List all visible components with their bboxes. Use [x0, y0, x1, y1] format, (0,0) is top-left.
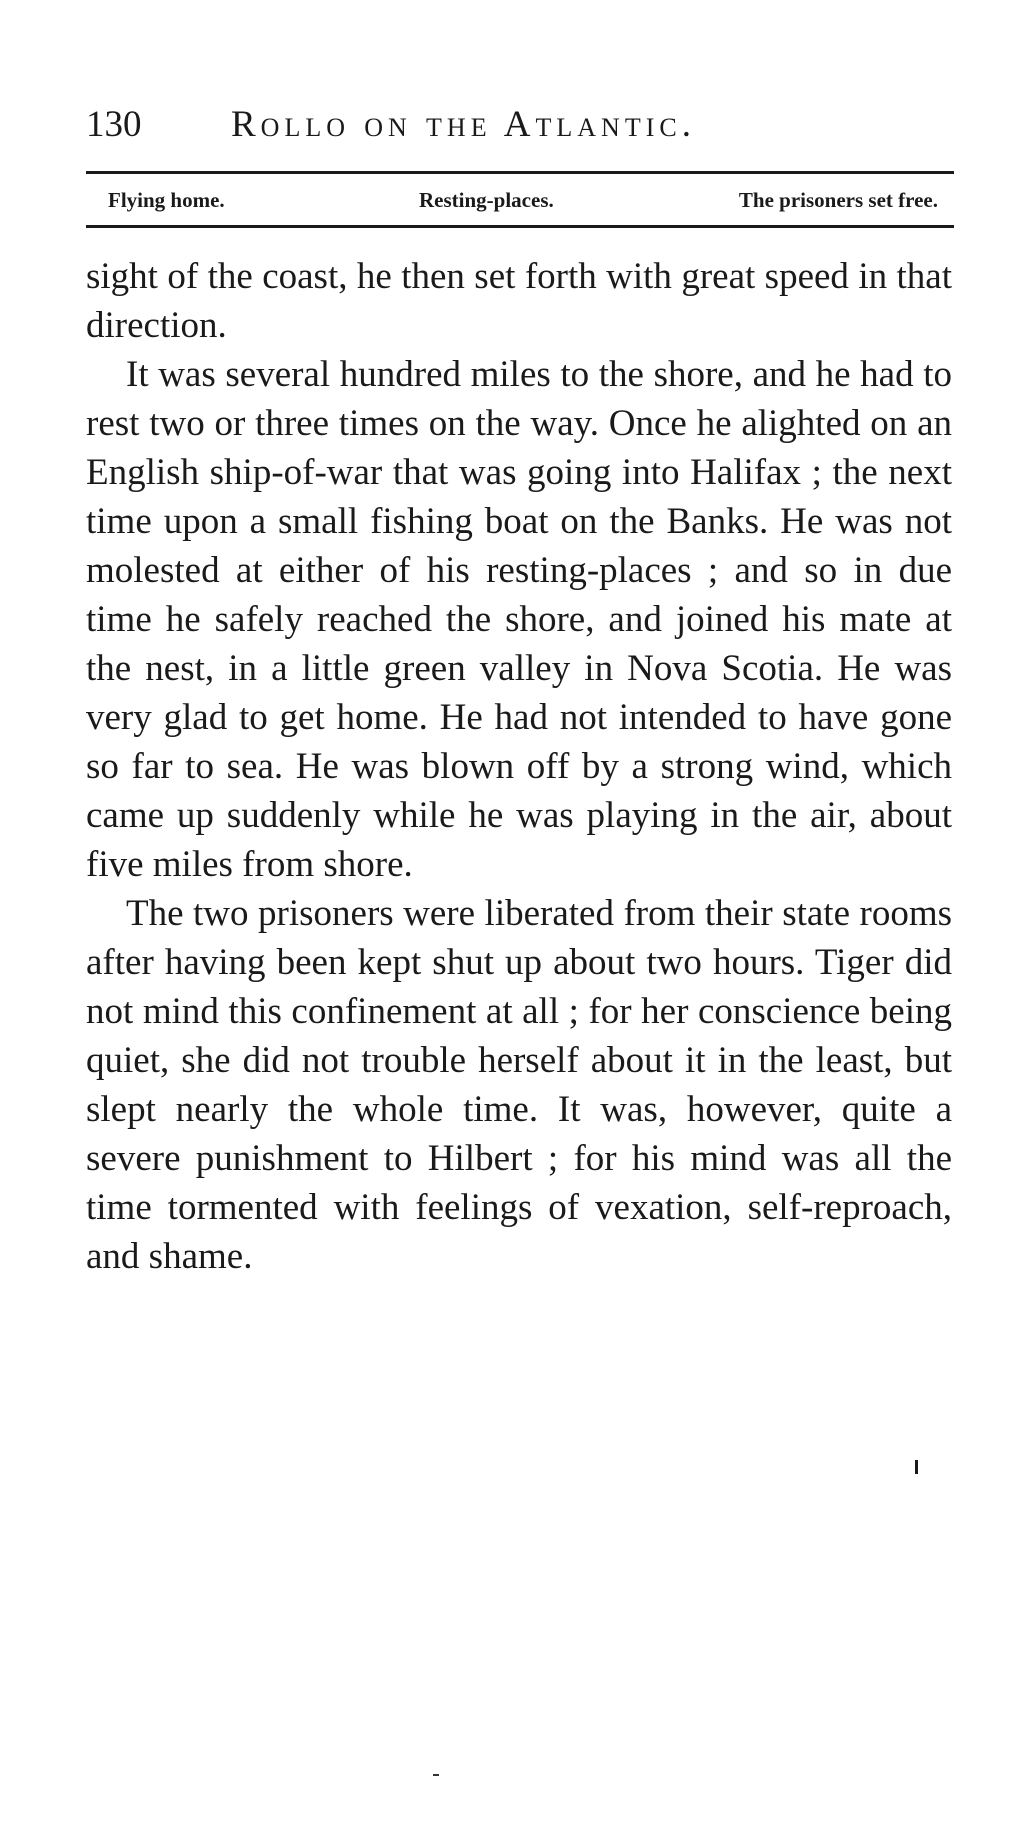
- subhead-flying-home: Flying home.: [108, 188, 225, 212]
- subhead-prisoners-set-free: The prisoners set free.: [738, 188, 938, 212]
- book-page: [86, 0, 954, 1828]
- page-number: 130: [86, 104, 142, 145]
- header-rule-top: [86, 171, 954, 174]
- foot-mark: [433, 1774, 439, 1776]
- paragraph: It was several hundred miles to the shore, and he had to rest two or three times on the way. Once he alighted on an English ship-of-war that was going into Halifax ; the next time upon a small fishing boat on the Banks. He was not molested at either of his resting-places ; and so in due time he safely reached the shore, and joined his mate at the nest, in a little green valley in Nova Scotia. He was very glad to get home. He had not intended to have gone so far to sea. He was blown off by a strong wind, which came up suddenly while he was playing in the air, about five miles from shore.: [86, 354, 952, 885]
- book-title: Rollo on the Atlantic.: [231, 104, 696, 145]
- body-text: [86, 252, 952, 1281]
- header-rule-bottom: [86, 225, 954, 228]
- paragraph: The two prisoners were liberated from their state rooms after having been kept shut up about two hours. Tiger did not mind this confinement at all ; for her conscience being quiet, she did not trouble herself about it in the least, but slept nearly the whole time. It was, however, quite a severe punishment to Hilbert ; for his mind was all the time tormented with feelings of vexation, self-reproach, and shame.: [86, 893, 952, 1277]
- paragraph-continuation: sight of the coast, he then set forth with great speed in that direction.: [86, 256, 952, 346]
- section-subheads: [86, 180, 954, 220]
- margin-mark: [915, 1460, 918, 1474]
- running-head: [86, 100, 954, 150]
- subhead-resting-places: Resting-places.: [419, 188, 554, 212]
